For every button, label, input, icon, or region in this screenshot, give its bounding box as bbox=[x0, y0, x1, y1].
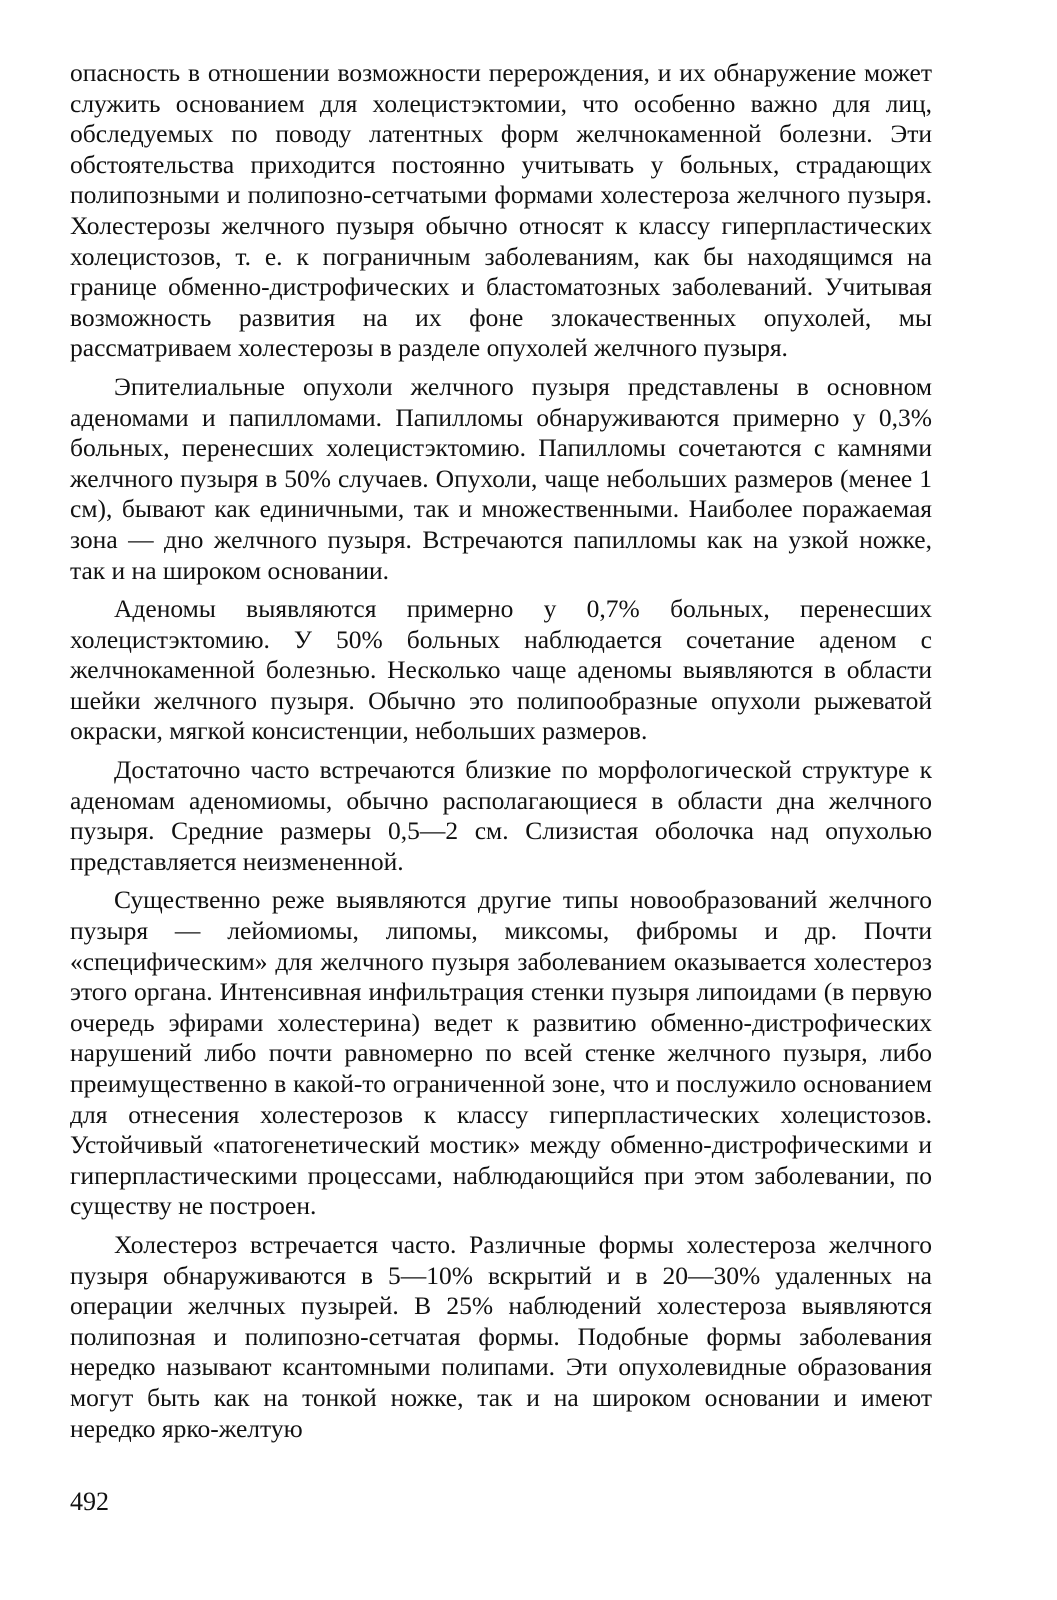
paragraph-adenomyomas: Достаточно часто встречаются близкие по морфологической структуре к аденомам аденомиомы, обычно располагающиеся в области дна желчного пузыря. Средние размеры 0,5—2 см. Слизистая оболочка над опухолью представляется неизмененной. bbox=[70, 755, 932, 876]
paragraph-adenomas: Аденомы выявляются примерно у 0,7% больных, перенесших холецистэктомию. У 50% больных наблюдается сочетание аденом с желчнокаменной болезнью. Несколько чаще аденомы выявляются в области шейки желчного пузыря. Обычно это полипообразные опухоли рыжеватой окраски, мягкой консистенции, небольших размеров. bbox=[70, 594, 932, 746]
paragraph-cholesterosis: Холестероз встречается часто. Различные формы холестероза желчного пузыря обнаруживаются в 5—10% вскрытий и в 20—30% удаленных на операции желчных пузырей. В 25% наблюдений холестероза выявляются полипозная и полипозно-сетчатая формы. Подобные формы заболевания нередко называют ксантомными полипами. Эти опухолевидные образования могут быть как на тонкой ножке, так и на широком основании и имеют нередко ярко-желтую bbox=[70, 1229, 932, 1443]
paragraph-continuation: опасность в отношении возможности перерождения, и их обнаружение может служить основанием для холецистэктомии, что особенно важно для лиц, обследуемых по поводу латентных форм желчнокаменной болезни. Эти обстоятельства приходится постоянно учитывать у больных, страдающих полипозными и полипозно-сетчатыми формами холестероза желчного пузыря. Холестерозы желчного пузыря обычно относят к классу гиперпластических холецистозов, т. е. к пограничным заболеваниям, как бы находящимся на границе обменно-дистрофических и бластоматозных заболеваний. Учитывая возможность развития на их фоне злокачественных опухолей, мы рассматриваем холестерозы в разделе опухолей желчного пузыря. bbox=[70, 58, 932, 363]
paragraph-other-neoplasms: Существенно реже выявляются другие типы новообразований желчного пузыря — лейомиомы, липомы, миксомы, фибромы и др. Почти «специфическим» для желчного пузыря заболеванием оказывается холестероз этого органа. Интенсивная инфильтрация стенки пузыря липоидами (в первую очередь эфирами холестерина) ведет к развитию обменно-дистрофических нарушений либо почти равномерно по всей стенке желчного пузыря, либо преимущественно в какой-то ограниченной зоне, что и послужило основанием для отнесения холестерозов к классу гиперпластических холецистозов. Устойчивый «патогенетический мостик» между обменно-дистрофическими и гиперпластическими процессами, наблюдающийся при этом заболевании, по существу не построен. bbox=[70, 885, 932, 1221]
page-number: 492 bbox=[70, 1487, 109, 1516]
page-body bbox=[70, 58, 932, 1444]
paragraph-epithelial-tumors: Эпителиальные опухоли желчного пузыря представлены в основном аденомами и папилломами. Папилломы обнаруживаются примерно у 0,3% больных, перенесших холецистэктомию. Папилломы сочетаются с камнями желчного пузыря в 50% случаев. Опухоли, чаще небольших размеров (менее 1 см), бывают как единичными, так и множественными. Наиболее поражаемая зона — дно желчного пузыря. Встречаются папилломы как на узкой ножке, так и на широком основании. bbox=[70, 371, 932, 585]
